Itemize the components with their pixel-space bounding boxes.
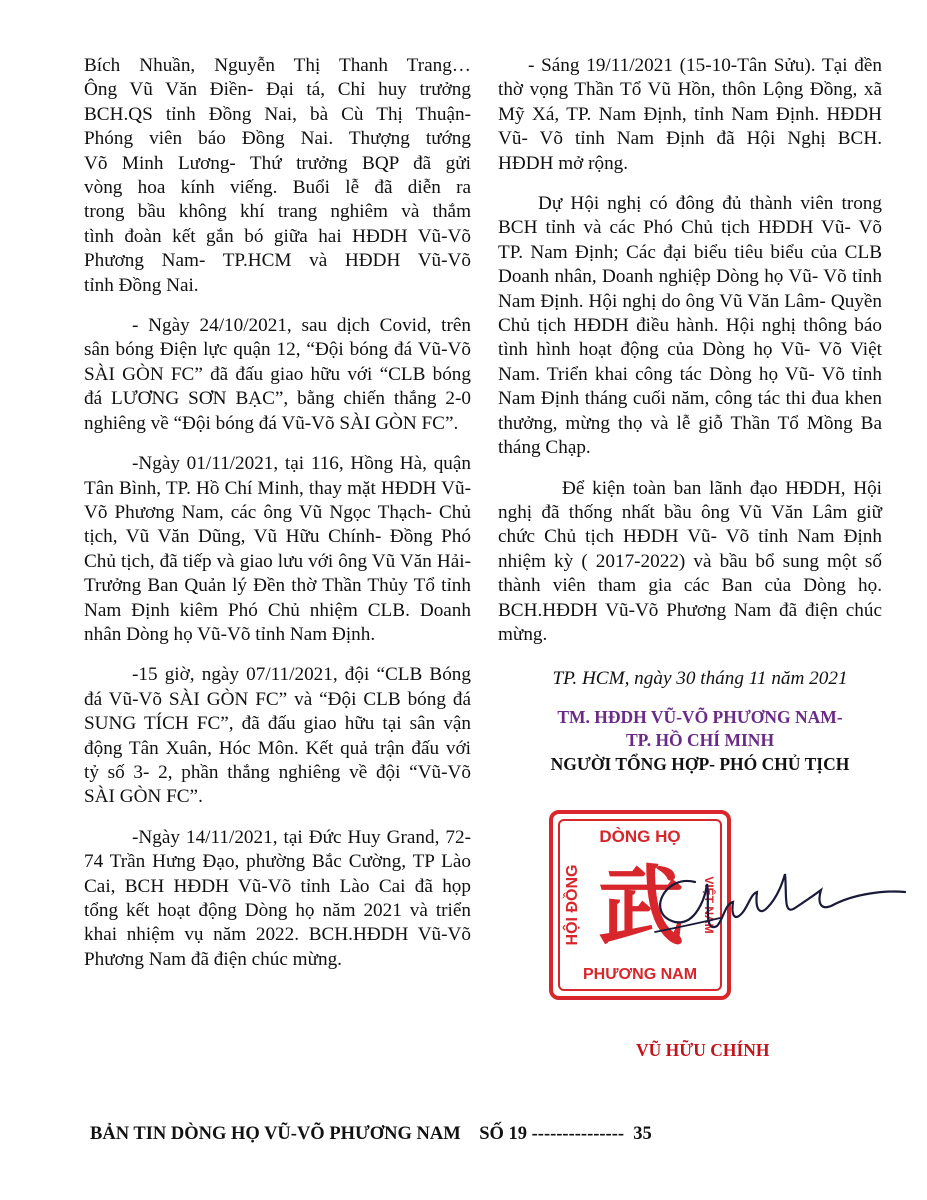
organization-line-1: TM. HĐDH VŨ-VÕ PHƯƠNG NAM- [557,706,843,727]
organization-line-2: TP. HỒ CHÍ MINH [625,729,775,750]
left-paragraph-1 [84,54,471,298]
footer-issue: SỐ 19 [479,1124,527,1144]
seal-and-signature [545,804,915,1004]
left-paragraph-2: - Ngày 24/10/2021, sau dịch Covid, trên sân bóng Điện lực quận 12, “Đội bóng đá Vũ-Võ SÀI GÒN FC” đã đấu giao hữu với “CLB bóng đá LƯƠNG SƠN BẠC”, bằng chiến thắng 2-0 nghiêng về “Đội bóng đá Vũ-Võ SÀI GÒN FC”. [84,315,471,434]
left-paragraph-1-line: Bích Nhuần, Nguyễn Thị Thanh Trang… [84,55,471,76]
left-paragraph-4: -15 giờ, ngày 07/11/2021, đội “CLB Bóng đá Vũ-Võ SÀI GÒN FC” và “Đội CLB bóng đá SUNG TÍCH FC”, đã đấu giao hữu tại sân vận động Tân Xuân, Hóc Môn. Kết quả trận đấu với tỷ số 3- 2, phần thắng nghiêng về đội “Vũ-Võ SÀI GÒN FC”. [84,664,471,808]
signature-stroke [660,874,905,927]
signer-name: VŨ HỮU CHÍNH [636,1040,770,1060]
footer-publication: BẢN TIN DÒNG HỌ VŨ-VÕ PHƯƠNG NAM [90,1124,461,1144]
seal-right-text: VIỆT NAM [702,876,716,934]
date-line: TP. HCM, ngày 30 tháng 11 năm 2021 [552,668,848,690]
left-paragraph-1-line: trong bầu không khí trang nghiêm và thắm [84,201,471,223]
left-paragraph-1-line: Phương Nam- TP.HCM và HĐDH Vũ-Võ [84,250,471,272]
right-paragraph-3: Để kiện toàn ban lãnh đạo HĐDH, Hội nghị đã thống nhất bầu ông Vũ Văn Lâm giữ chức Chủ tịch HĐDH Vũ- Võ tỉnh Nam Định nhiệm kỳ ( 2017-2022) và bầu bổ sung một số thành viên tham gia các Ban của Dòng họ. BCH.HĐDH Vũ-Võ Phương Nam đã điện chúc mừng. [498,477,882,645]
left-paragraph-5: -Ngày 14/11/2021, tại Đức Huy Grand, 72-74 Trần Hưng Đạo, phường Bắc Cường, TP Lào Cai, BCH HĐDH Vũ-Võ tỉnh Lào Cai đã họp tổng kết hoạt động Dòng họ năm 2021 và triển khai nhiệm vụ năm 2022. BCH.HĐDH Vũ-Võ Phương Nam đã điện chúc mừng. [84,826,471,970]
seal-bottom-text: PHƯƠNG NAM [582,966,698,983]
seal-center-character: 武 [598,857,684,957]
footer-page-number: 35 [633,1124,652,1144]
page-footer [90,1124,652,1145]
left-paragraph-1-line: vòng hoa kính viếng. Buổi lễ đã diễn ra [84,177,471,199]
seal-icon [545,804,915,1004]
footer-dashes: --------------- [531,1124,625,1144]
left-paragraph-1-line: Võ Minh Lương- Thứ trưởng BQP đã gửi [84,152,471,174]
left-paragraph-1-line: Phóng viên báo Đồng Nai. Thượng tướng [84,128,471,150]
seal-left-text: HỘI ĐỒNG [564,864,581,946]
left-paragraph-3: -Ngày 01/11/2021, tại 116, Hồng Hà, quận Tân Bình, TP. Hồ Chí Minh, thay mặt HĐDH Vũ-Võ Phương Nam, các ông Vũ Ngọc Thạch- Chủ tịch, Vũ Văn Dũng, Vũ Hữu Chính- Đồng Phó Chủ tịch, đã tiếp và giao lưu với ông Vũ Văn Hải- Trưởng Ban Quản lý Đền thờ Thần Thủy Tổ tỉnh Nam Định kiêm Phó Chủ nhiệm CLB. Doanh nhân Dòng họ Vũ-Võ tỉnh Nam Định. [84,453,471,645]
left-paragraph-1-line: tình đoàn kết gắn bó giữa hai HĐDH Vũ-Võ [84,225,471,247]
left-paragraph-1-line: BCH.QS tỉnh Đồng Nai, bà Cù Thị Thuận- [84,103,471,125]
left-column [84,54,471,972]
left-paragraph-1-line: tỉnh Đồng Nai. [84,274,199,296]
right-paragraph-2: Dự Hội nghị có đông đủ thành viên trong BCH tỉnh và các Phó Chủ tịch HĐDH Vũ- Võ TP. Nam Định; Các đại biểu tiêu biểu của CLB Doanh nhân, Doanh nghiệp Dòng họ Vũ- Võ tỉnh Nam Định. Hội nghị do ông Vũ Văn Lâm- Quyền Chủ tịch HĐDH điều hành. Hội nghị thông báo tình hình hoạt động của Dòng họ Vũ- Võ Việt Nam. Triển khai công tác Dòng họ Vũ- Võ tỉnh Nam Định tháng cuối năm, công tác thi đua khen thưởng, mừng thọ và lễ giỗ Thần Tổ Mồng Ba tháng Chạp. [498,193,882,459]
seal-top-text: DÒNG HỌ [599,827,681,846]
right-column [498,54,882,776]
signer-role: NGƯỜI TỔNG HỢP- PHÓ CHỦ TỊCH [550,753,850,774]
right-paragraph-1: - Sáng 19/11/2021 (15-10-Tân Sửu). Tại đền thờ vọng Thần Tổ Vũ Hồn, thôn Lộng Đồng, xã Mỹ Xá, TP. Nam Định, tỉnh Nam Định. HĐDH Vũ- Võ tỉnh Nam Định đã Hội Nghị BCH. HĐDH mở rộng. [498,55,882,174]
left-paragraph-1-line: Ông Vũ Văn Điền- Đại tá, Chỉ huy trưởng [84,79,471,101]
